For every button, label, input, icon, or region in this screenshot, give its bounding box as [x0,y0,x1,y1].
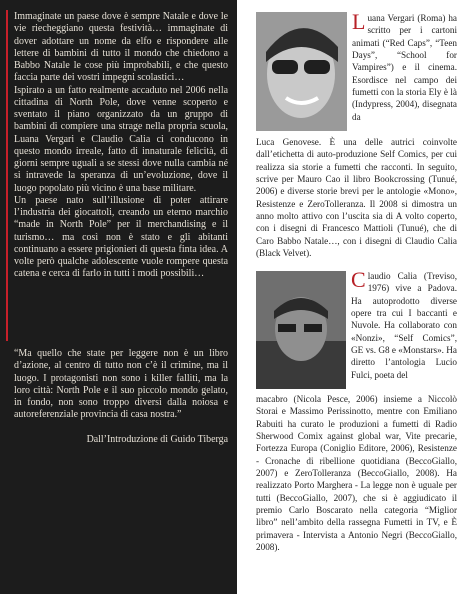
red-rule [6,10,8,341]
bio-luana-text-b: Luca Genovese. È una delle autrici coinvolte dall’etichetta di auto-produzione Self Comics, per cui realizza sia storie a fumetti che racconti. In seguito, scrive per Mauro Cao il libro Bookcrossing (Tunué, 2006) e diverse storie brevi per le antologie «Mono», Resistenze e ZeroTolleranza. Il 2008 si dimostra un anno molto attivo con l’uscita sia di A volto coperto, con i disegni di Francesco Mattioli (Tunué), che di Caro Babbo Natale…, con i disegni di Claudio Calia (Black Velvet). [256,137,457,259]
quote-text: “Ma quello che state per leggere non è un libro d’azione, al centro di tutto non c’è il crimine, ma il luogo. I protagonisti non sono i killer falliti, ma la loro città: North Pole e il suo piccolo mondo gelato, in fondo, non sono troppo diversi dalla noiosa e autoreferenziale provincia di casa nostra.” [14,348,228,421]
bio-luana-text-a: uana Vergari (Roma) ha scritto per i cartoni animati (“Red Caps”, “Teen Days”, “School for Vampires”) e il cinema. Esordisce nel campo dei fumetti con la storia Ely è là (Indypress, 2004), disegnata da [352,13,457,122]
photo-claudio [256,271,346,389]
dropcap-c: C [351,267,366,292]
photo-luana [256,12,347,131]
bio-claudio-top [351,267,457,381]
bio-claudio-bottom [256,393,457,553]
synopsis [14,11,228,281]
quote-attribution: Dall’Introduzione di Guido Tiberga [86,433,228,445]
synopsis-p1: Immaginate un paese dove è sempre Natale e dove le vie riecheggiano questa festività… immaginate di dover adottare un nome da elfo e rispondere alle lettere di bambini di tutto il mondo che chiedono a Babbo Natale le cose più improbabili, e che questo faccia parte dei vostri impegni scolastici… [14,11,228,84]
bio-claudio-text-b: macabro (Nicola Pesce, 2006) insieme a Niccolò Storai e Massimo Perissinotto, mentre con Emiliano Rabuiti ha curato le produzioni a fumetti di Radio Sherwood Comix against global war, Vite precarie, Fortezza Europa (Coniglio Editore, 2006), Resistenze - Cronache di ribellione quotidiana (BeccoGiallo, 2007) e ZeroTolleranza (BeccoGiallo, 2008). Ha realizzato Porto Marghera - La legge non è uguale per tutti (BeccoGiallo, 2007), che si è aggiudicato il premio Carlo Boscarato nella categoria “Miglior libro” nell’ambito della rassegna Fumetti in TV, e È primavera - Intervista a Antonio Negri (BeccoGiallo, 2008). [256,394,457,553]
bio-luana-bottom [256,136,457,259]
dropcap-l: L [352,9,366,34]
quote-block [14,348,228,446]
synopsis-p3: Un paese nato sull’illusione di poter attirare l’industria dei giocattoli, creando un eterno marchio “made in North Pole” per il merchandising e il turismo… ma così non è stato e gli abitanti continuano a essere prigionieri di questa finta idea. A volte però qualche adolescente vuole rompere questa catena e cerca di farlo in tutti i modi possibili… [14,194,228,280]
bio-claudio-text-a: laudio Calia (Treviso, 1976) vive a Padova. Ha autoprodotto diverse opere tra cui I baccanti e Nuvole. Ha collaborato con «Nonzi», “Self Comics”, GE vs. G8 e «Monstars». Ha diretto l’antologia Lucio Fulci, poeta del [351,271,457,380]
synopsis-p2: Ispirato a un fatto realmente accaduto nel 2006 nella cittadina di North Pole, dove venne scoperto e sventato il piano organizzato da un gruppo di bambini di compiere una strage nella propria scuola, Luana Vergari e Claudio Calia ci conducono in questo mondo irreale, fatto di innaturale felicità, di giorni sempre uguali a se stessi dove nulla cambia né si intravede la speranza di un’evoluzione, dove il luogo popolato più vicino è una base militare. [14,84,228,194]
bio-luana-top [352,9,457,123]
